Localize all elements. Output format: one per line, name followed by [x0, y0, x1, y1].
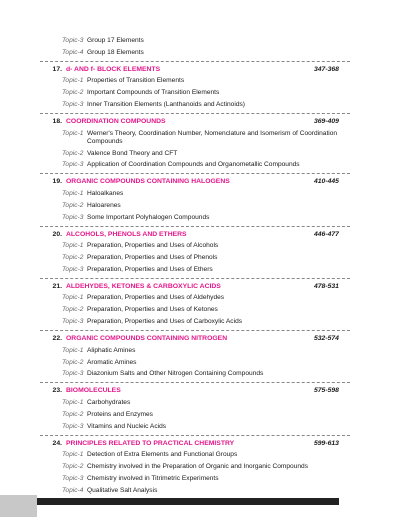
topic-label: Topic-3	[62, 422, 84, 430]
topic-text: Some Important Polyhalogen Compounds	[87, 213, 210, 221]
topic-row	[40, 101, 350, 109]
topic-label: Topic-1	[62, 451, 84, 459]
topic-row	[40, 214, 350, 222]
topic-text: Werner's Theory, Coordination Number, Nomenclature and Isomerism of Coordination Compounds	[87, 129, 338, 145]
topic-label: Topic-3	[62, 161, 84, 169]
topic-text: Application of Coordination Compounds and Organometallic Compounds	[87, 161, 300, 169]
chapter-20	[40, 226, 350, 274]
topic-text: Preparation, Properties and Uses of Alcohols	[87, 242, 219, 250]
topic-label: Topic-2	[62, 306, 84, 314]
topic-label: Topic-2	[62, 254, 84, 262]
footer-page-tab	[0, 495, 37, 517]
chapter-heading[interactable]	[40, 178, 350, 186]
chapter-19	[40, 173, 350, 221]
topic-row	[40, 294, 350, 302]
topic-label: Topic-3	[62, 101, 84, 109]
chapter-title: BIOMOLECULES	[66, 387, 121, 395]
topic-row	[40, 190, 350, 198]
topic-row	[40, 161, 350, 169]
topic-row	[40, 77, 350, 85]
chapter-pages: 410-445	[314, 178, 339, 186]
chapter-17	[40, 61, 350, 109]
topic-label: Topic-1	[62, 398, 84, 406]
topic-text: Proteins and Enzymes	[87, 410, 153, 418]
topic-label: Topic-3	[62, 265, 84, 273]
topic-row	[40, 411, 350, 419]
topic-row	[40, 89, 350, 97]
topic-label: Topic-1	[62, 294, 84, 302]
topic-label: Topic-2	[62, 358, 84, 366]
topic-text: Preparation, Properties and Uses of Aldehydes	[87, 294, 225, 302]
chapter-title: COORDINATION COMPOUNDS	[66, 118, 166, 126]
topic-text: Diazonium Salts and Other Nitrogen Containing Compounds	[87, 370, 264, 378]
topic-text: Haloarenes	[87, 201, 121, 209]
topic-text: Carbohydrates	[87, 398, 131, 406]
chapter-title: ORGANIC COMPOUNDS CONTAINING NITROGEN	[66, 335, 228, 343]
topic-label: Topic-3	[62, 318, 84, 326]
chapter-heading[interactable]	[40, 231, 350, 239]
topic-row	[40, 37, 350, 45]
chapter-number: 19.	[52, 178, 62, 186]
chapter-number: 23.	[52, 387, 62, 395]
topic-row	[40, 254, 350, 262]
chapter-pages: 446-477	[314, 230, 339, 238]
topic-label: Topic-1	[62, 242, 84, 250]
chapter-21	[40, 278, 350, 326]
topic-row	[40, 475, 350, 483]
topic-text: Aliphatic Amines	[87, 346, 136, 354]
chapter-number: 20.	[52, 230, 62, 238]
chapter-title: ORGANIC COMPOUNDS CONTAINING HALOGENS	[66, 178, 230, 186]
topic-text: Valence Bond Theory and CFT	[87, 149, 178, 157]
topic-text: Group 17 Elements	[87, 37, 144, 44]
chapter-title: d- AND f- BLOCK ELEMENTS	[66, 65, 161, 73]
topic-row	[40, 306, 350, 314]
chapter-number: 18.	[52, 118, 62, 126]
chapter-22	[40, 330, 350, 378]
topic-text: Inner Transition Elements (Lanthanoids and Actinoids)	[87, 101, 245, 109]
topic-row	[40, 318, 350, 326]
topic-text: Preparation, Properties and Uses of Ethers	[87, 265, 213, 273]
chapter-heading[interactable]	[40, 118, 350, 126]
chapter-pages: 369-409	[314, 118, 339, 126]
chapter-pages: 478-531	[314, 282, 339, 290]
topic-label: Topic-2	[62, 149, 84, 157]
topic-row	[40, 202, 350, 210]
chapter-title: ALDEHYDES, KETONES & CARBOXYLIC ACIDS	[66, 282, 221, 290]
topic-row	[40, 130, 350, 146]
intro-topics	[40, 37, 350, 57]
topic-text: Preparation, Properties and Uses of Carboxylic Acids	[87, 318, 243, 326]
topic-label: Topic-3	[62, 475, 84, 483]
topic-label: Topic-2	[62, 463, 84, 471]
topic-row	[40, 423, 350, 431]
topic-text: Important Compounds of Transition Elements	[87, 89, 220, 97]
chapter-number: 17.	[52, 65, 62, 73]
topic-text: Qualitative Salt Analysis	[87, 486, 158, 494]
topic-label: Topic-3	[62, 213, 84, 221]
topic-text: Group 18 Elements	[87, 48, 144, 56]
topic-label: Topic-2	[62, 89, 84, 97]
topic-label: Topic-4	[62, 486, 84, 494]
topic-text: Chemistry involved in Titrimetric Experiments	[87, 475, 219, 483]
topic-text: Preparation, Properties and Uses of Ketones	[87, 306, 218, 314]
topic-label: Topic-3	[62, 37, 84, 44]
chapter-18	[40, 113, 350, 169]
topic-label: Topic-4	[62, 48, 84, 56]
chapter-heading[interactable]	[40, 335, 350, 343]
chapter-heading[interactable]	[40, 283, 350, 291]
topic-label: Topic-1	[62, 346, 84, 354]
topic-row	[40, 399, 350, 407]
chapter-heading[interactable]	[40, 440, 350, 448]
chapter-pages: 347-368	[314, 65, 339, 73]
chapter-heading[interactable]	[40, 66, 350, 74]
chapter-pages: 575-598	[314, 387, 339, 395]
topic-row	[40, 359, 350, 367]
topic-text: Vitamins and Nucleic Acids	[87, 422, 167, 430]
topic-label: Topic-2	[62, 201, 84, 209]
topic-row	[40, 463, 350, 471]
topic-text: Haloalkanes	[87, 189, 124, 197]
chapter-number: 24.	[52, 439, 62, 447]
topic-row	[40, 370, 350, 378]
topic-text: Preparation, Properties and Uses of Phenols	[87, 254, 218, 262]
chapter-24	[40, 435, 350, 495]
chapter-title: ALCOHOLS, PHENOLS AND ETHERS	[66, 230, 187, 238]
chapter-pages: 599-613	[314, 439, 339, 447]
chapter-23	[40, 382, 350, 430]
chapter-number: 22.	[52, 335, 62, 343]
topic-label: Topic-1	[62, 129, 84, 137]
topic-label: Topic-3	[62, 370, 84, 378]
topic-row	[40, 49, 350, 57]
topic-row	[40, 242, 350, 250]
topic-row	[40, 150, 350, 158]
topic-row	[40, 347, 350, 355]
chapter-title: PRINCIPLES RELATED TO PRACTICAL CHEMISTRY	[66, 439, 235, 447]
topic-text: Properties of Transition Elements	[87, 77, 185, 85]
topic-row	[40, 266, 350, 274]
chapter-pages: 532-574	[314, 335, 339, 343]
topic-text: Chemistry involved in the Preparation of Organic and Inorganic Compounds	[87, 463, 309, 471]
topic-row	[40, 451, 350, 459]
topic-label: Topic-1	[62, 77, 84, 85]
table-of-contents	[40, 37, 350, 499]
topic-text: Aromatic Amines	[87, 358, 137, 366]
topic-label: Topic-2	[62, 410, 84, 418]
topic-label: Topic-1	[62, 189, 84, 197]
chapter-heading[interactable]	[40, 387, 350, 395]
chapter-number: 21.	[52, 282, 62, 290]
footer-bar	[37, 498, 339, 505]
topic-row	[40, 487, 350, 495]
topic-text: Detection of Extra Elements and Functional Groups	[87, 451, 238, 459]
